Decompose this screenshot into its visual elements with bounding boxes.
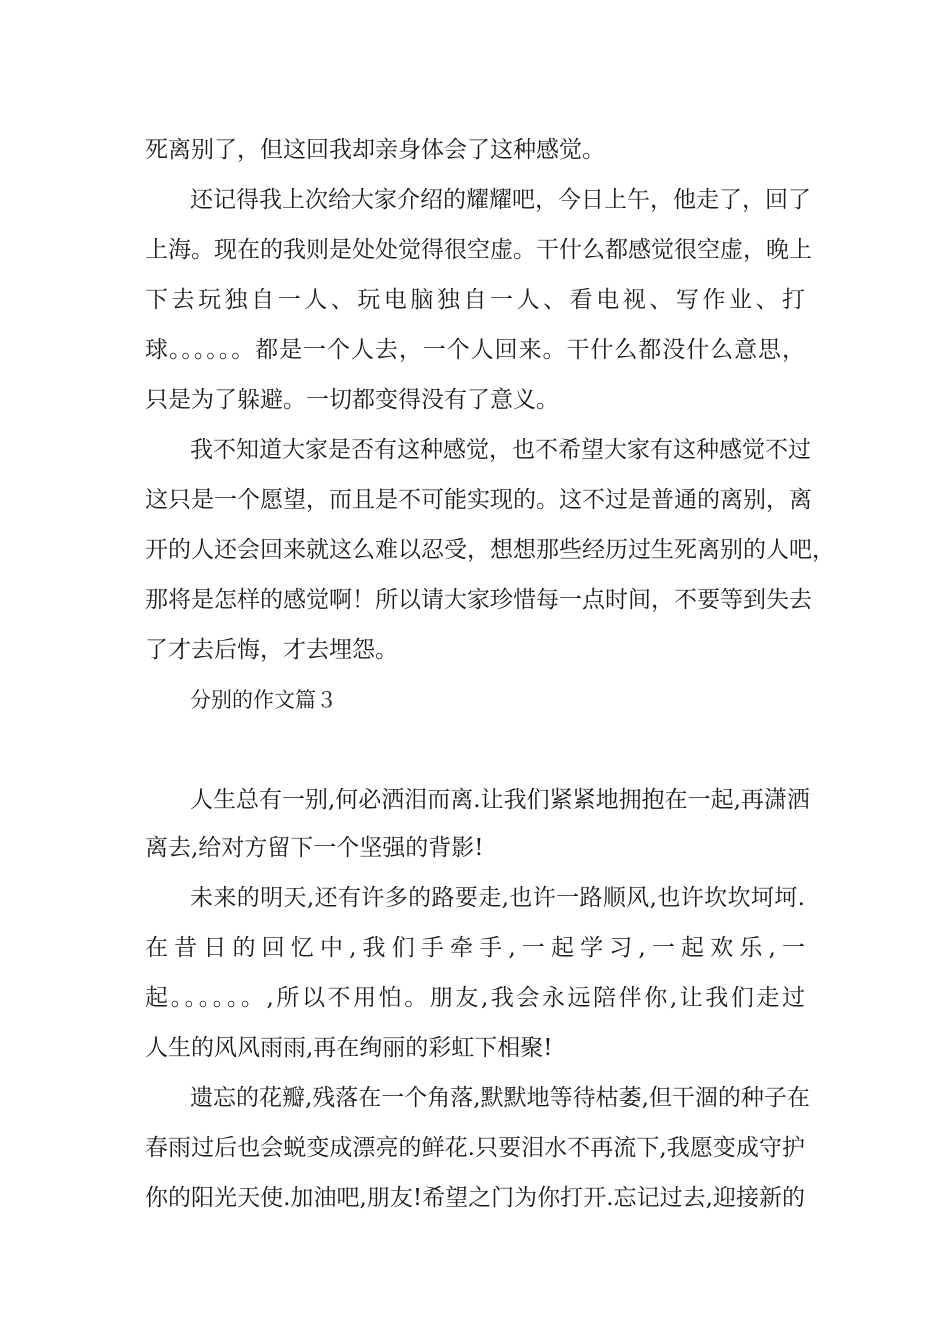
paragraph-first-line: 我不知道大家是否有这种感觉，也不希望大家有这种感觉不过 — [190, 437, 811, 463]
text-line: 球。。。。。。都是一个人去，一个人回来。干什么都没什么意思， — [145, 337, 805, 363]
paragraph-first-line: 人生总有一别,何必洒泪而离.让我们紧紧地拥抱在一起,再潇洒 — [190, 787, 810, 813]
text-line: 起。。。。。。,所以不用怕。朋友,我会永远陪伴你,让我们走过 — [145, 985, 805, 1011]
text-line: 上海。现在的我则是处处觉得很空虚。干什么都感觉很空虚，晚上 — [145, 237, 812, 263]
paragraph-first-line: 还记得我上次给大家介绍的耀耀吧，今日上午，他走了，回了 — [190, 187, 811, 213]
text-line: 人生的风风雨雨,再在绚丽的彩虹下相聚! — [145, 1035, 553, 1061]
text-line: 只是为了躲避。一切都变得没有了意义。 — [145, 387, 559, 413]
text-line: 了才去后悔，才去埋怨。 — [145, 637, 398, 663]
text-line: 春雨过后也会蜕变成漂亮的鲜花.只要泪水不再流下,我愿变成守护 — [145, 1135, 805, 1161]
text-line: 你的阳光天使.加油吧,朋友!希望之门为你打开.忘记过去,迎接新的 — [145, 1185, 805, 1211]
text-line: 开的人还会回来就这么难以忍受，想想那些经历过生死离别的人吧， — [145, 537, 835, 563]
text-line: 下去玩独自一人、玩电脑独自一人、看电视、写作业、打 — [145, 287, 805, 313]
text-line: 死离别了，但这回我却亲身体会了这种感觉。 — [145, 137, 605, 163]
text-line: 那将是怎样的感觉啊！所以请大家珍惜每一点时间，不要等到失去 — [145, 587, 812, 613]
paragraph-first-line: 未来的明天,还有许多的路要走,也许一路顺风,也许坎坎坷坷. — [190, 885, 805, 911]
text-line: 这只是一个愿望，而且是不可能实现的。这不过是普通的离别，离 — [145, 487, 812, 513]
text-line: 离去,给对方留下一个坚强的背影! — [145, 835, 484, 861]
paragraph-first-line: 遗忘的花瓣,残落在一个角落,默默地等待枯萎,但干涸的种子在 — [190, 1085, 810, 1111]
text-line: 在昔日的回忆中,我们手牵手,一起学习,一起欢乐,一 — [145, 935, 805, 961]
section-heading: 分别的作文篇３ — [190, 688, 337, 712]
